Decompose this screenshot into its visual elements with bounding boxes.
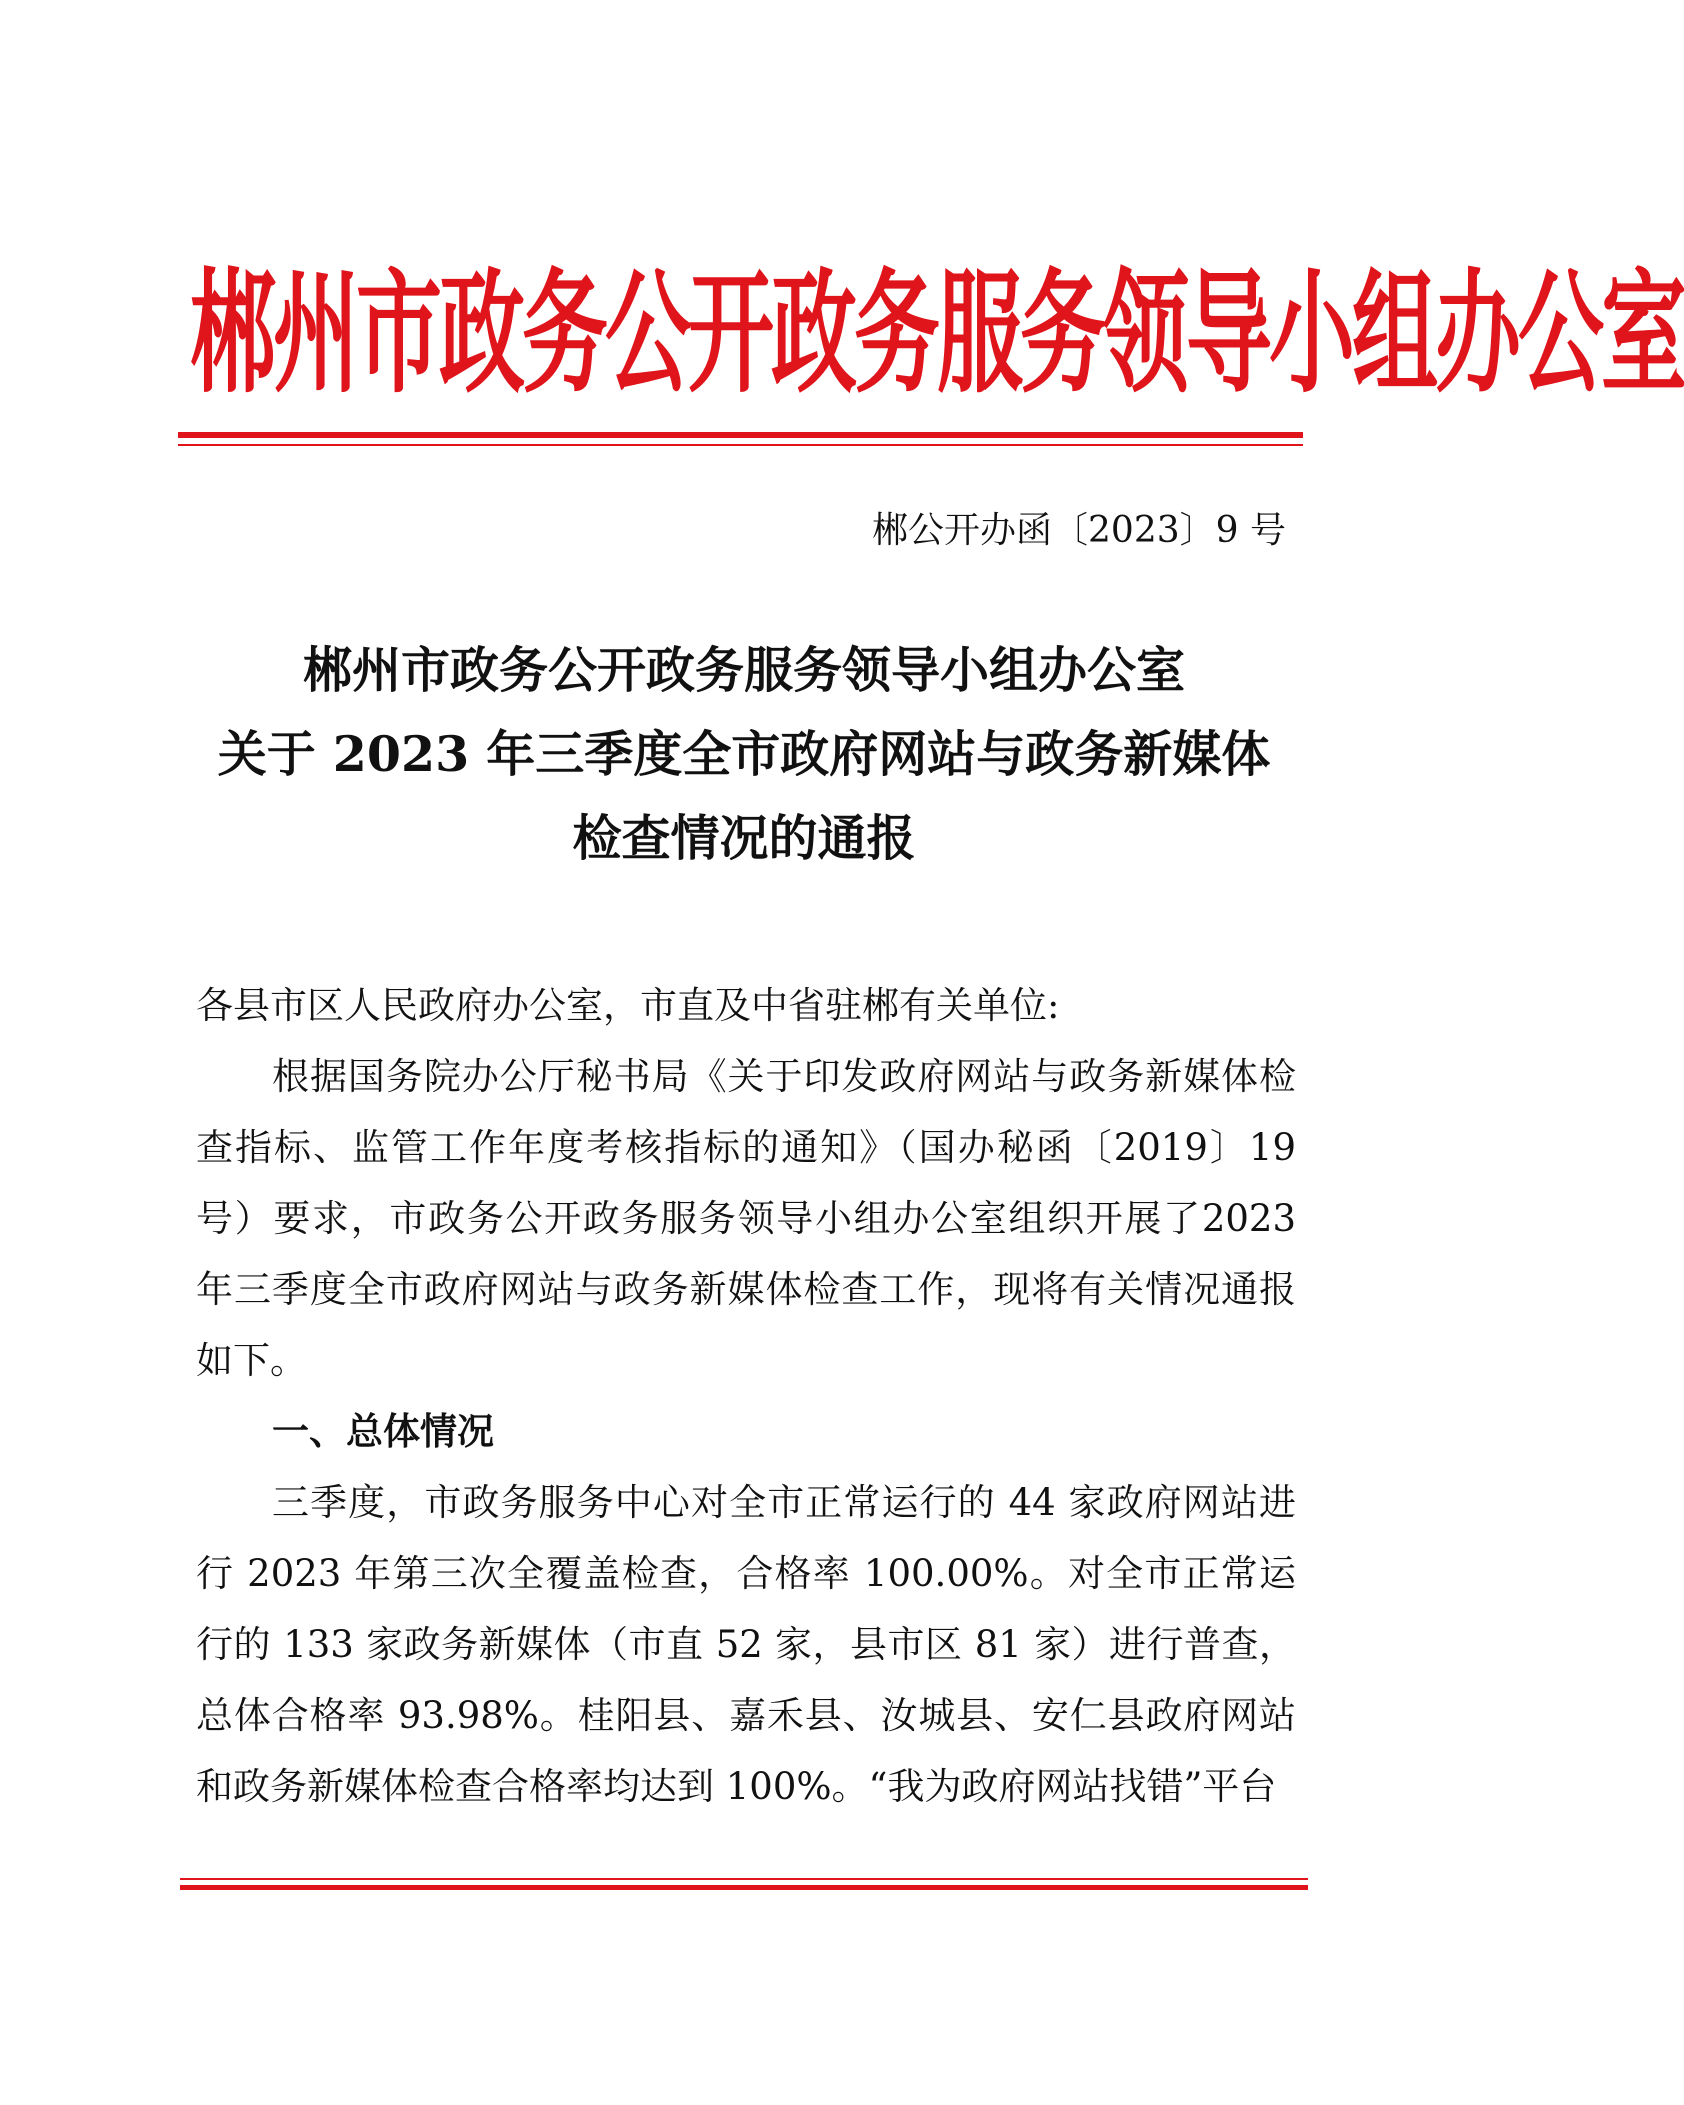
paragraph-overall: 三季度，市政务服务中心对全市正常运行的 44 家政府网站进行 2023 年第三次全覆盖检查，合格率 100.00%。对全市正常运行的 133 家政务新媒体（市直 52 家，县市区 81 家）进行普查，总体合格率 93.98%。桂阳县、嘉禾县、汝城县、安仁县政府网站和政务新媒体检查合格率均达到 100%。“我为政府网站找错”平台 [196,1481,1296,1808]
salutation: 各县市区人民政府办公室，市直及中省驻郴有关单位: [196,984,1060,1027]
masthead-rule-thick [178,432,1303,438]
red-masthead: 郴州市政务公开政务服务领导小组办公室 [190,257,1684,413]
masthead-rule-thin [178,444,1303,446]
document-number: 郴公开办函〔2023〕9 号 [872,510,1286,551]
title-line-3: 检查情况的通报 [572,809,916,867]
footer-rule-thick [180,1885,1308,1890]
footer-rule-thin [180,1878,1308,1880]
title-line-2: 关于 2023 年三季度全市政府网站与政务新媒体 [217,725,1271,783]
document-body [196,970,1296,1822]
section-heading-overall: 一、总体情况 [272,1410,494,1453]
paragraph-intro: 根据国务院办公厅秘书局《关于印发政府网站与政务新媒体检查指标、监管工作年度考核指标的通知》（国办秘函〔2019〕19 号）要求，市政务公开政务服务领导小组办公室组织开展了2023 年三季度全市政府网站与政务新媒体检查工作，现将有关情况通报如下。 [196,1055,1296,1382]
title-line-1: 郴州市政务公开政务服务领导小组办公室 [302,641,1185,699]
document-title [150,628,1338,880]
